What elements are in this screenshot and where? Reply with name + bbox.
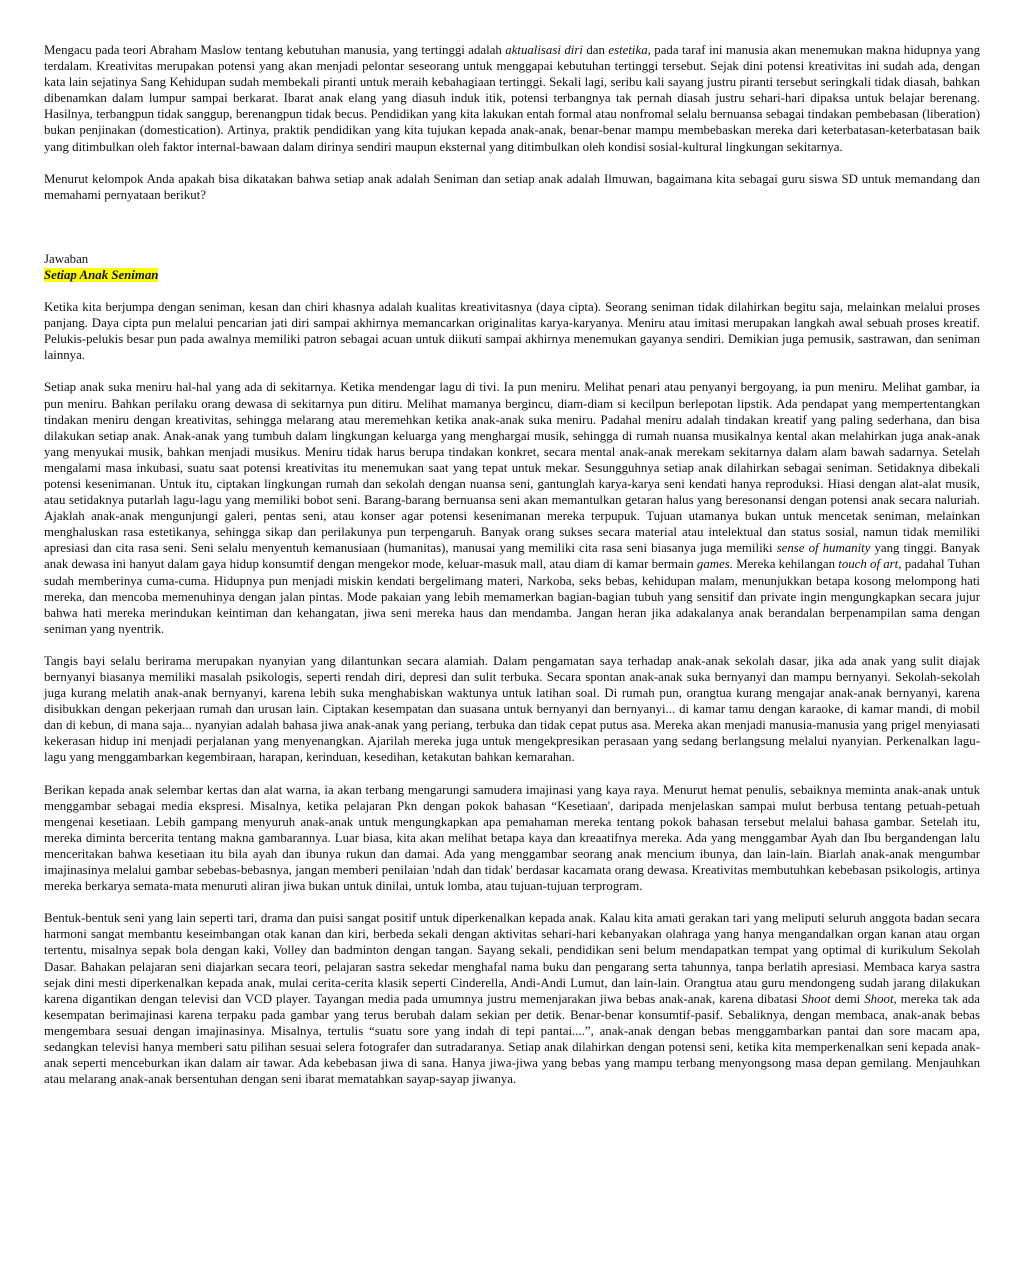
answer-label: Jawaban (44, 251, 89, 266)
p2-text-1: Setiap anak suka meniru hal-hal yang ada di sekitarnya. Ketika mendengar lagu di tivi. Ia pun meniru. Melihat penari atau penyanyi bergoyang, ia pun meniru. Melihat gambar, ia pun meniru. Bahkan perilaku orang dewasa di sekitarnya pun ditiru. Melihat mamanya bergincu, diam-diam si kecilpun berlepotan lipstik. Ada pendapat yang mempertentangkan tindakan meniru dengan kreativitas, sehingga melarang atau meremehkan ketika anak-anak suka meniru. Padahal meniru adalah tindakan kreatif yang paling sederhana, dan bisa dilakukan setiap anak. Anak-anak yang tumbuh dalam lingkungan keluarga yang menghargai musik, sehingga di rumah nuansa musikalnya kental akan melahirkan juga anak-anak yang menyukai musik, bahkan menjadi musikus. Meniru tidak harus berupa tindakan konkret, secara mental anak-anak merekam sekitarnya dalam alam bawah sadarnya. Setelah mengalami masa inkubasi, suatu saat potensi kreativitas itu menemukan saat yang tepat untuk mekar. Sesungguhnya setiap anak dilahirkan sebagai seniman. Setidaknya dibekali potensi kesenimanan. Untuk itu, ciptakan lingkungan rumah dan sekolah dengan nuansa seni, gantunglah karya-karya seni kendati hanya reproduksi. Hiasi dengan alat-alat musik, atau setidaknya putarlah lagu-lagu yang memiliki bobot seni. Barang-barang bernuansa seni akan memantulkan getaran halus yang beresonansi dengan potensi anak secara naluriah. Ajaklah anak-anak mengunjungi galeri, pentas seni, atau konser agar potensi kesenimanan mereka terpupuk. Tujuan utamanya bukan untuk mencetak seniman, melainkan menghaluskan rasa estetikanya, sehingga sikap dan perilakunya pun terpengaruh. Banyak orang sukses secara material atau intelektual dan status sosial, namun tidak memiliki apresiasi dan cita rasa seni. Seni selalu menyentuh kemanusiaan (humanitas), manusai yang memiliki cita rasa seni biasanya juga memiliki (44, 380, 980, 556)
intro-text-3: , pada taraf ini manusia akan menemukan makna hidupnya yang terdalam. Kreativitas merupakan potensi yang akan menjadi pelontar seseorang untuk menggapai kebutuhan tertinggi tersebut. Sejak dini potensi kreativitas ini sudah ada, dengan kata lain sejatinya Sang Kehidupan sudah membekali piranti untuk meraih kebahagiaan tertinggi. Sekali lagi, seribu kali sayang justru piranti tersebut seringkali tidak diasah, bahkan dibenamkan dalam lumpur sampai berkarat. Ibarat anak elang yang diasuh induk itik, potensi terbangnya tak pernah diasah justru sehari-hari dipaksa untuk belajar berenang. Hasilnya, terbangpun tidak sanggup, berenangpun tidak becus. Pendidikan yang kita lakukan entah formal atau nonfromal selalu bernuansa sebagai tindakan pembebasan (liberation) bukan penjinakan (domestication). Artinya, praktik pendidikan yang kita tujukan kepada anak-anak, benar-benar mampu membebaskan mereka dari keterbatasan-keterbatasan baik yang ditimbulkan oleh faktor internal-bawaan dalam dirinya sendiri maupun eksternal yang ditimbulkan oleh kondisi sosial-kultural lingkungan sekitarnya. (44, 43, 981, 154)
p5-emphasis-1: Shoot (801, 991, 831, 1006)
intro-emphasis-2: estetika (608, 43, 648, 57)
section-heading-text: Setiap Anak Seniman (44, 267, 159, 282)
intro-text-2: dan (582, 43, 609, 57)
answer-paragraph-4: Berikan kepada anak selembar kertas dan alat warna, ia akan terbang mengarungi samudera imajinasi yang kaya raya. Menurut hemat penulis, sebaiknya meminta anak-anak untuk menggambar sebagai media ekspresi. Misalnya, ketika pelajaran Pkn dengan pokok bahasan “Kesetiaan', daripada menjelaskan sampai mulut berbusa tentang petuah-petuah mengenai kesetiaan. Lebih gampang menyuruh anak-anak untuk mengungkapkan apa pemahaman mereka tentang pokok bahasan tersebut melalui bahasa gambar. Setelah itu, mereka diminta bercerita tentang makna gambarannya. Luar biasa, kita akan melihat betapa kaya dan kreaatifnya mereka. Ada yang menggambar Ayah dan Ibu bergandengan lalu menceritakan bahwa kesetiaan itu bila ayah dan ibunya rukun dan damai. Ada yang menggambar seorang anak mencium ibunya, dan lain-lain. Biarlah anak-anak mengumbar imajinasinya melalui gambar sebebas-bebasnya, jangan memberi penilaian 'ndah dan tidak' berdasar kacamata orang dewasa. Kreativitas membutuhkan kebebasan psikologis, artinya mereka berkarya semata-mata menuruti aliran jiwa bukan untuk dinilai, untuk lomba, atau tujuan-tujuan terprogram. (44, 782, 980, 894)
intro-text-1: Mengacu pada teori Abraham Maslow tentang kebutuhan manusia, yang tertinggi adalah (44, 43, 506, 57)
answer-paragraph-2 (44, 379, 980, 637)
answer-paragraph-5 (44, 910, 980, 1087)
p2-emphasis-1: sense of humanity (776, 541, 871, 556)
p2-text-2: yang tinggi. Banyak anak dewasa ini hanyut dalam gaya hidup konsumtif dengan mengekor mode, keluar-masuk mall, atau diam di kamar bermain (44, 541, 980, 572)
p2-text-3: Mereka kehilangan (732, 557, 839, 572)
question-paragraph: Menurut kelompok Anda apakah bisa dikatakan bahwa setiap anak adalah Seniman dan setiap anak adalah Ilmuwan, bagaimana kita sebagai guru siswa SD untuk memandang dan memahami pernyataan berikut? (44, 171, 980, 202)
intro-paragraph (44, 42, 980, 155)
answer-paragraph-3: Tangis bayi selalu berirama merupakan nyanyian yang dilantunkan secara alamiah. Dalam pengamatan saya terhadap anak-anak sekolah dasar, jika ada anak yang sulit diajak bernyanyi biasanya memiliki masalah psikologis, seperti rendah diri, depresi dan sulit terbuka. Secara spontan anak-anak suka bernyanyi dan mampu bernyanyi. Sekolah-sekolah juga kurang melatih anak-anak bernyanyi, karena lebih suka menghabiskan waktunya untuk latihan soal. Di rumah pun, orangtua kurang mengajar anak-anak bernyanyi, karena disibukkan dengan pekerjaan rumah dan urusan lain. Ciptakan kesempatan dan suasana untuk bernyanyi dan bernyanyi... di kamar tamu dengan karaoke, di kamar mandi, di mobil dan di kebun, di mana saja... nyanyian adalah bahasa jiwa anak-anak yang periang, terbuka dan tidak cepat putus asa. Mereka akan menjadi manusia-manusia yang prigel menyiasati kekerasan hidup ini menjadi perjalanan yang menyenangkan. Ajarilah mereka juga untuk mengekpresikan perasaan yang sedang berlangsung melalui nyanyian. Perkenalkan lagu-lagu yang menggambarkan kegembiraan, harapan, kerinduan, kesedihan, ketakutan bahkan kemarahan. (44, 653, 980, 765)
section-heading (44, 267, 980, 283)
p2-text-4: padahal Tuhan sudah memberinya cuma-cuma. Hidupnya pun menjadi miskin kendati bergelimang materi, Narkoba, seks bebas, kehidupan malam, menunjukkan betapa kosong melompong hati mereka, dan mencoba memenuhinya dengan jalan pintas. Mode pakaian yang lebih memamerkan bagian-bagian tubuh yang sensitif dan private ingin mengungkapkan secara jujur bahwa hati mereka merindukan keintiman dan kehangatan, jiwa seni mereka haus dan mendamba. Jangan heran jika adakalanya anak berandalan berpenampilan sama dengan seniman yang nyentrik. (44, 557, 980, 636)
answer-paragraph-1: Ketika kita berjumpa dengan seniman, kesan dan chiri khasnya adalah kualitas kreativitasnya (daya cipta). Seorang seniman tidak dilahirkan begitu saja, melainkan melalui proses panjang. Daya cipta pun melalui pencarian jati diri sampai akhirnya memancarkan originalitas karya-karyanya. Meniru atau imitasi merupakan langkah awal sebuah proses kreatif. Pelukis-pelukis besar pun pada awalnya memiliki patron sebagai acuan untuk diikuti sampai akhirnya menemukan gayanya sendiri. Demikian juga pemusik, sastrawan, dan seniman lainnya. (44, 300, 980, 363)
p5-text-3: mereka tak ada kesempatan berimajinasi karena terpaku pada gambar yang terus berubah dalam sekian per detik. Benar-benar konsumtif-pasif. Sebaliknya, dengan membaca, anak-anak bebas mengembara sesuai dengan imajinasinya. Misalnya, tertulis “suatu sore yang indah di tepi pantai....”, anak-anak dengan bebas menggambarkan pantai dan sore macam apa, sedangkan televisi hanya memberi satu pilihan sesuai selera fotografer dan sutradaranya. Setiap anak dilahirkan dengan potensi seni, ketika kita memperkenalkan seni kepada anak-anak seperti menceburkan ikan dalam air tawar. Ada kebebasan jiwa di sana. Hanya jiwa-jiwa yang bebas yang mampu terbang menyongsong masa depan gemilang. Menjauhkan atau melarang anak-anak bersentuhan dengan seni ibarat mematahkan sayap-sayap jiwanya. (44, 991, 980, 1087)
p5-text-2: demi (830, 991, 865, 1006)
p5-text-1: Bentuk-bentuk seni yang lain seperti tari, drama dan puisi sangat positif untuk diperkenalkan kepada anak. Kalau kita amati gerakan tari yang meliputi seluruh anggota badan secara harmoni sangat membantu keseimbangan otak kanan dan kiri, berbeda sekali dengan aktivitas sehari-hari kebanyakan olahraga yang hanya mengandalkan organ kanan atau organ tertentu, misalnya sepak bola dengan kaki, Volley dan badminton dengan tangan. Sayang sekali, pendidikan seni belum mendapatkan tempat yang optimal di kurikulum Sekolah Dasar. Bahakan pelajaran seni diajarkan secara teori, pelajaran sastra sekedar menghafal nama buku dan pengarang serta tahunnya, tanpa berlatih apresiasi. Membaca karya sastra sejak dini mesti diperkenalkan kepada anak, mulai cerita-cerita klasik seperti Cinderella, Andi-Andi Lumut, dan lain-lain. Orangtua atau guru mendongeng sudah jarang dilakukan karena digantikan dengan televisi dan VCD player. Tayangan media pada umumnya justru memenjarakan jiwa bebas anak-anak, karena dibatasi (44, 911, 980, 1006)
p2-emphasis-2: games. (696, 557, 733, 572)
p5-emphasis-2: Shoot, (864, 991, 897, 1006)
intro-emphasis-1: aktualisasi diri (505, 43, 583, 57)
p2-emphasis-3: touch of art, (838, 557, 902, 572)
